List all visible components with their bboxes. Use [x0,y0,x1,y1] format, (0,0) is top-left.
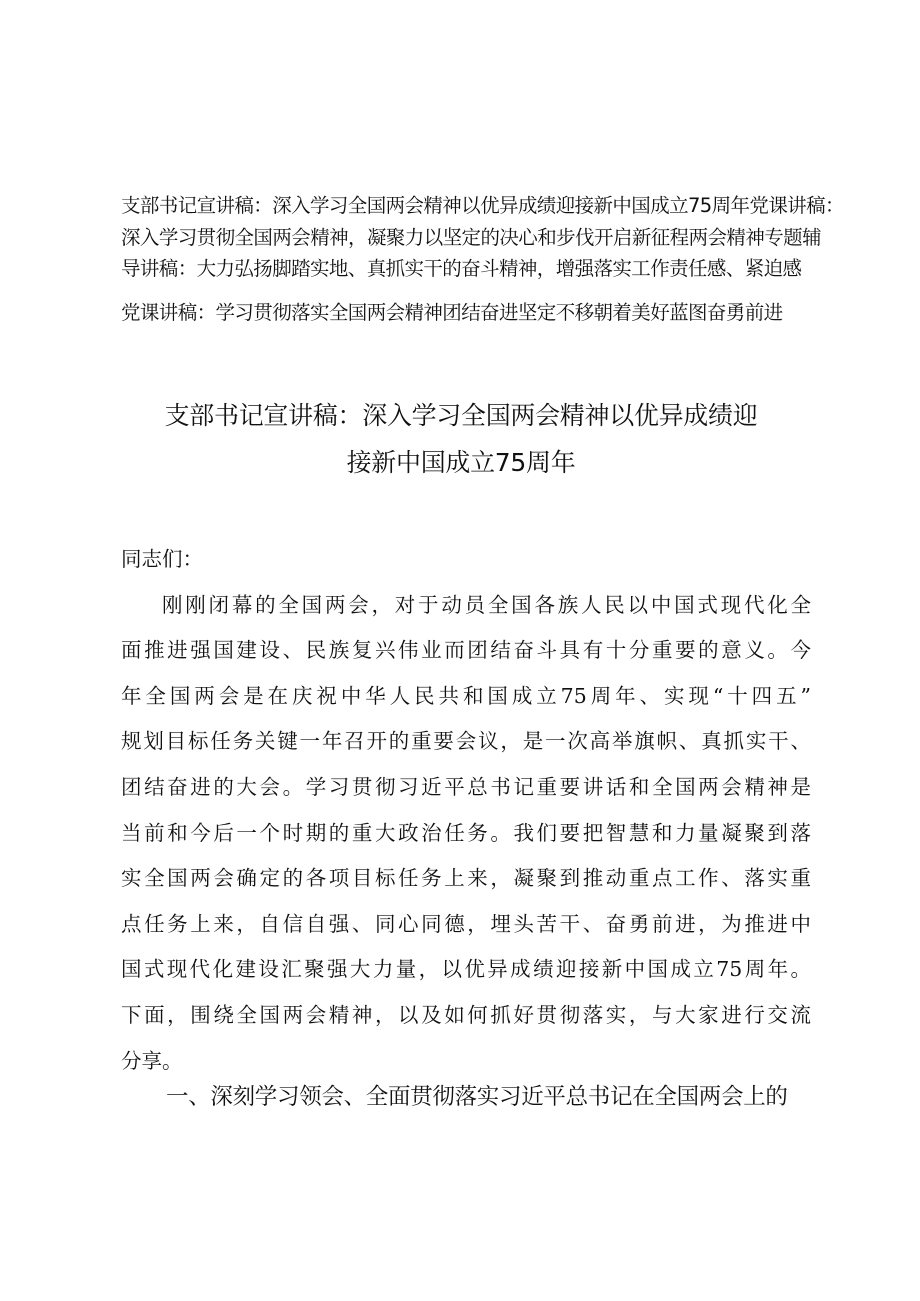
document-body [121,537,811,1084]
paragraph-line: 面推进强国建设、民族复兴伟业而团结奋斗具有十分重要的意义。今 [121,638,811,663]
paragraph-line: 规划目标任务关键一年召开的重要会议，是一次高举旗帜、真抓实干、 [121,729,811,754]
summary-line: 深入学习贯彻全国两会精神，凝聚力以坚定的决心和步伐开启新征程两会精神专题辅 [121,225,821,249]
paragraph-line: 刚刚闭幕的全国两会，对于动员全国各族人民以中国式现代化全 [162,592,811,617]
body-paragraph [121,583,811,1085]
summary-line: 导讲稿：大力弘扬脚踏实地、真抓实干的奋斗精神，增强落实工作责任感、紧迫感 [121,257,802,280]
salutation: 同志们： [121,547,203,571]
paragraph-line: 当前和今后一个时期的重大政治任务。我们要把智慧和力量凝聚到落 [121,820,811,845]
document-title-line: 支部书记宣讲稿：深入学习全国两会精神以优异成绩迎 [164,401,758,430]
summary-line: 支部书记宣讲稿：深入学习全国两会精神以优异成绩迎接新中国成立75周年党课讲稿： [121,194,844,217]
paragraph-line: 实全国两会确定的各项目标任务上来，凝聚到推动重点工作、落实重 [121,866,811,891]
paragraph-line: 国式现代化建设汇聚强大力量，以优异成绩迎接新中国成立75周年。 [121,957,811,982]
paragraph-line: 分享。 [121,1048,183,1073]
summary-line: 党课讲稿：学习贯彻落实全国两会精神团结奋进坚定不移朝着美好蓝图奋勇前进 [121,300,783,324]
related-titles-summary [121,190,844,328]
document-title [120,392,802,486]
document-title-line: 接新中国成立75周年 [346,448,576,477]
section-heading: 一、深刻学习领会、全面贯彻落实习近平总书记在全国两会上的 [166,1084,788,1110]
paragraph-line: 团结奋进的大会。学习贯彻习近平总书记重要讲话和全国两会精神是 [121,774,811,799]
paragraph-line: 年全国两会是在庆祝中华人民共和国成立75周年、实现“十四五” [121,683,811,708]
paragraph-line: 点任务上来，自信自强、同心同德，埋头苦干、奋勇前进，为推进中 [121,911,811,936]
paragraph-line: 下面，围绕全国两会精神，以及如何抓好贯彻落实，与大家进行交流 [121,1002,811,1027]
